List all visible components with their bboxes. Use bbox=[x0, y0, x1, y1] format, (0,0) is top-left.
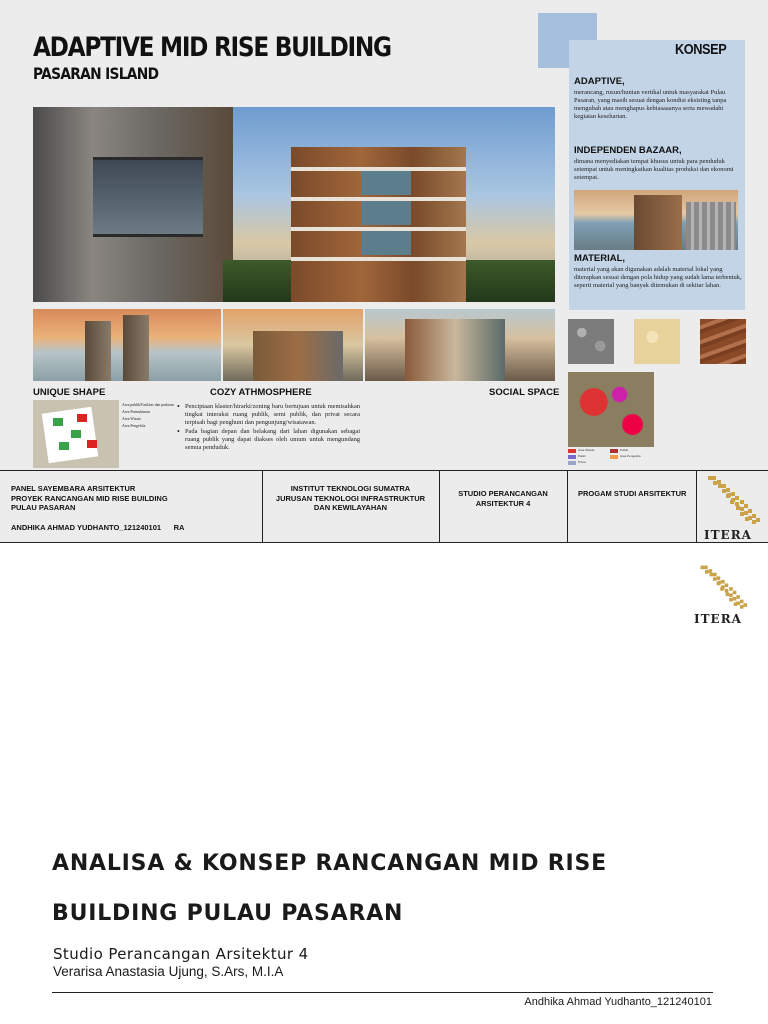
poster-title: ADAPTIVE MID RISE BUILDING bbox=[33, 32, 391, 63]
title-block-bottom-rule bbox=[0, 542, 768, 543]
cover-author: Andhika Ahmad Yudhanto_121240101 bbox=[524, 996, 712, 1008]
cover-itera-logo-text: ITERA bbox=[694, 612, 742, 626]
bazaar-heading: INDEPENDEN BAZAAR, bbox=[574, 145, 682, 156]
stone-texture-swatch bbox=[568, 319, 614, 364]
map-legend-item: Privat bbox=[578, 460, 586, 464]
sand-texture-swatch bbox=[634, 319, 680, 364]
site-map bbox=[568, 372, 654, 447]
adaptive-heading: ADAPTIVE, bbox=[574, 76, 625, 87]
zoning-bullets bbox=[176, 403, 360, 454]
material-text: material yang akan digunakan adalah material lokal yang diterapkan sesuai dengan pola hidup yang sudah lama terbentuk, seperti material yang banyak ditemukan di sekitar lahan. bbox=[574, 266, 742, 290]
adaptive-text: merancang, rusun/hunian vertikal untuk masyarakat Pulau Pasaran, yang masih sesuai dengan kondisi eksisting tanpa mengubah atau menghapus kebiasaaanya serta mewadahi kegiatan keseharian. bbox=[574, 89, 727, 121]
map-legend-item: Area Pengelola bbox=[620, 454, 641, 458]
konsep-title: KONSEP bbox=[675, 41, 727, 58]
caption-unique-shape: UNIQUE SHAPE bbox=[33, 387, 106, 398]
cover-title-line-2: BUILDING PULAU PASARAN bbox=[52, 901, 404, 926]
title-block-project: PANEL SAYEMBARA ARSITEKTUR PROYEK RANCANGAN MID RISE BUILDING PULAU PASARAN bbox=[11, 484, 168, 512]
render-thumbnail-cozy bbox=[223, 309, 363, 381]
caption-cozy-athmosphere: COZY ATHMOSPHERE bbox=[210, 387, 312, 398]
title-block-author: ANDHIKA AHMAD YUDHANTO_121240101 RA bbox=[11, 523, 185, 532]
siteplan-legend-item: Area Wisata bbox=[122, 417, 141, 421]
title-block-program: PROGAM STUDI ARSITEKTUR bbox=[578, 489, 687, 498]
caption-social-space: SOCIAL SPACE bbox=[489, 387, 560, 398]
title-block-studio: STUDIO PERANCANGAN ARSITEKTUR 4 bbox=[458, 489, 548, 508]
title-block-divider bbox=[696, 470, 697, 543]
title-block-divider bbox=[262, 470, 263, 543]
bullet-item: • Pada bagian depan dan belakang dari lahan digunakan sebagai ruang publik yang dapat diakses oleh umum untuk mengundang semua penduduk. bbox=[176, 428, 360, 451]
bazaar-text: dimana menyediakan tempat khusus untuk para penduduk setempat untuk meningkatkan kualitas produksi dan ekonomi setempat. bbox=[574, 158, 734, 182]
map-legend-item: Publik bbox=[620, 448, 629, 452]
itera-logo-mark bbox=[700, 472, 764, 530]
title-block-divider bbox=[567, 470, 568, 543]
material-heading: MATERIAL, bbox=[574, 253, 626, 264]
siteplan-legend-item: Area publik/Fasilitas dan parkiran bbox=[122, 403, 174, 407]
map-legend-item: Parkir bbox=[578, 454, 586, 458]
siteplan-diagram bbox=[33, 400, 119, 468]
render-thumbnail-unique-shape bbox=[33, 309, 221, 381]
map-legend-item: Area Wisata bbox=[578, 448, 595, 452]
title-block-top-rule bbox=[0, 470, 768, 471]
siteplan-legend bbox=[122, 402, 174, 430]
render-thumbnail-social bbox=[365, 309, 555, 381]
siteplan-legend-item: Area Permukiman bbox=[122, 410, 150, 414]
cover-studio: Studio Perancangan Arsitektur 4 bbox=[53, 945, 309, 963]
bullet-item: • Penciptaan klaster/hirarki/zoning baru bertujuan untuk memisahkan tingkat interaksi ruang publik, semi publik, dan privat secara terpisah bagi penghuni dan pengunjung/wisatawan. bbox=[176, 403, 360, 426]
itera-logo bbox=[700, 472, 764, 542]
title-block-institute: INSTITUT TEKNOLOGI SUMATRA JURUSAN TEKNOLOGI INFRASTRUKTUR DAN KEWILAYAHAN bbox=[275, 484, 426, 512]
poster-subtitle: PASARAN ISLAND bbox=[33, 64, 159, 83]
itera-logo-text: ITERA bbox=[704, 528, 752, 542]
cover-lecturer: Verarisa Anastasia Ujung, S.Ars, M.I.A bbox=[53, 964, 284, 979]
wood-texture-swatch bbox=[700, 319, 746, 364]
cover-itera-logo bbox=[692, 562, 752, 628]
title-block-divider bbox=[439, 470, 440, 543]
cover-rule bbox=[52, 992, 713, 993]
siteplan-legend-item: Area Pengelola bbox=[122, 424, 146, 428]
cover-title-line-1: ANALISA & KONSEP RANCANGAN MID RISE bbox=[52, 851, 607, 876]
cover-itera-logo-mark bbox=[692, 562, 752, 614]
konsep-render-image bbox=[574, 190, 738, 250]
hero-render-image bbox=[33, 107, 555, 302]
